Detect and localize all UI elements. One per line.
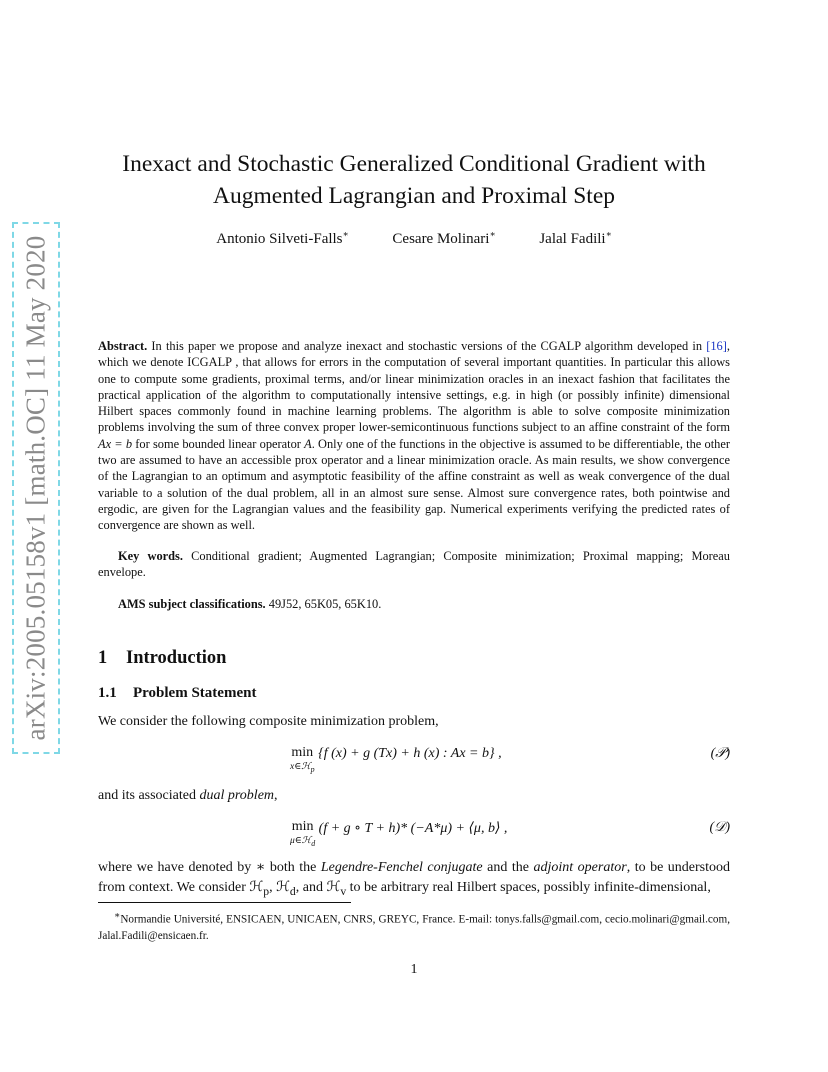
- abstract: Abstract. In this paper we propose and analyze inexact and stochastic versions of the CGALP algorithm developed in [16], which we denote ICGALP , that allows for errors in the computation of several important quantities. In particular this allows one to compute some gradients, proximal terms, and/or linear minimization oracles in an inexact fashion that facilitates the practical application of the algorithm to computationally intensive settings, e.g. in high (or possibly infinite) dimensional Hilbert spaces commonly found in machine learning problems. The algorithm is able to solve composite minimization problems involving the sum of three convex proper lower-semicontinuous functions subject to an affine constraint of the form Ax = b for some bounded linear operator A. Only one of the functions in the objective is assumed to be differentiable, the other two are assumed to have an accessible prox operator and a linear minimization oracle. As main results, we show convergence of the Lagrangian to an optimum and asymptotic feasibility of the affine constraint as well as weak convergence of the dual variable to a solution of the dual problem, all in an almost sure sense. Almost sure convergence rates, both pointwise and ergodic, are given for the Lagrangian values and the feasibility gap. Numerical experiments verifying the predicted rates of convergence are shown as well.: [98, 339, 730, 533]
- dual-intro: and its associated dual problem,: [98, 788, 278, 803]
- arxiv-id: arXiv:2005.05158v1 [math.OC] 11 May 2020: [20, 235, 51, 741]
- title-line-2: Augmented Lagrangian and Proximal Step: [212, 183, 615, 209]
- ams-label: AMS subject classifications.: [118, 597, 266, 611]
- author-2: Cesare Molinari∗: [392, 229, 496, 247]
- author-3: Jalal Fadili∗: [539, 229, 612, 247]
- abstract-label: Abstract.: [98, 339, 148, 353]
- keywords: Key words. Conditional gradient; Augmented Lagrangian; Composite minimization; Proximal mapping; Moreau envelope.: [98, 549, 731, 580]
- dual-label: (𝒟): [709, 820, 730, 835]
- arxiv-sidebar: [12, 222, 60, 754]
- keywords-label: Key words.: [118, 549, 183, 563]
- body-paragraph: where we have denoted by ∗ both the Legendre-Fenchel conjugate and the adjoint operator, to be understood from context. We consider ℋ$_p$, ℋ$_d$, and ℋ$_v$ to be arbitrary real Hilbert spaces, possibly infinite-dimensional,: [98, 860, 731, 898]
- dual-equation: min μ∈ℋ$_d$ (f + g ∘ T + h)* (−A*μ) + ⟨μ, b⟩ , (𝒟): [290, 819, 730, 848]
- page-number: 1: [410, 962, 418, 977]
- paper-title: [100, 148, 728, 212]
- ams-classifications: AMS subject classifications. 49J52, 65K05, 65K10.: [118, 597, 382, 611]
- primal-label: (𝒫): [710, 746, 730, 761]
- title-line-1: Inexact and Stochastic Generalized Conditional Gradient with: [122, 151, 706, 177]
- subsection-heading: 1.1 Problem Statement: [98, 685, 257, 701]
- footnote: ∗Normandie Université, ENSICAEN, UNICAEN, CNRS, GREYC, France. E-mail: tonys.falls@gmail.com, cecio.molinari@gmail.com, Jalal.Fadili@ensicaen.fr.: [98, 911, 730, 942]
- author-1: Antonio Silveti-Falls∗: [216, 229, 349, 247]
- author-list: [100, 229, 728, 248]
- primal-equation: min x∈ℋ$_p$ {f (x) + g (Tx) + h (x) : Ax = b} , (𝒫): [290, 745, 730, 774]
- footnote-rule: [98, 902, 351, 903]
- citation-link[interactable]: [16]: [706, 339, 727, 353]
- section-heading: 1 Introduction: [98, 648, 227, 668]
- intro-paragraph: We consider the following composite minimization problem,: [98, 714, 439, 729]
